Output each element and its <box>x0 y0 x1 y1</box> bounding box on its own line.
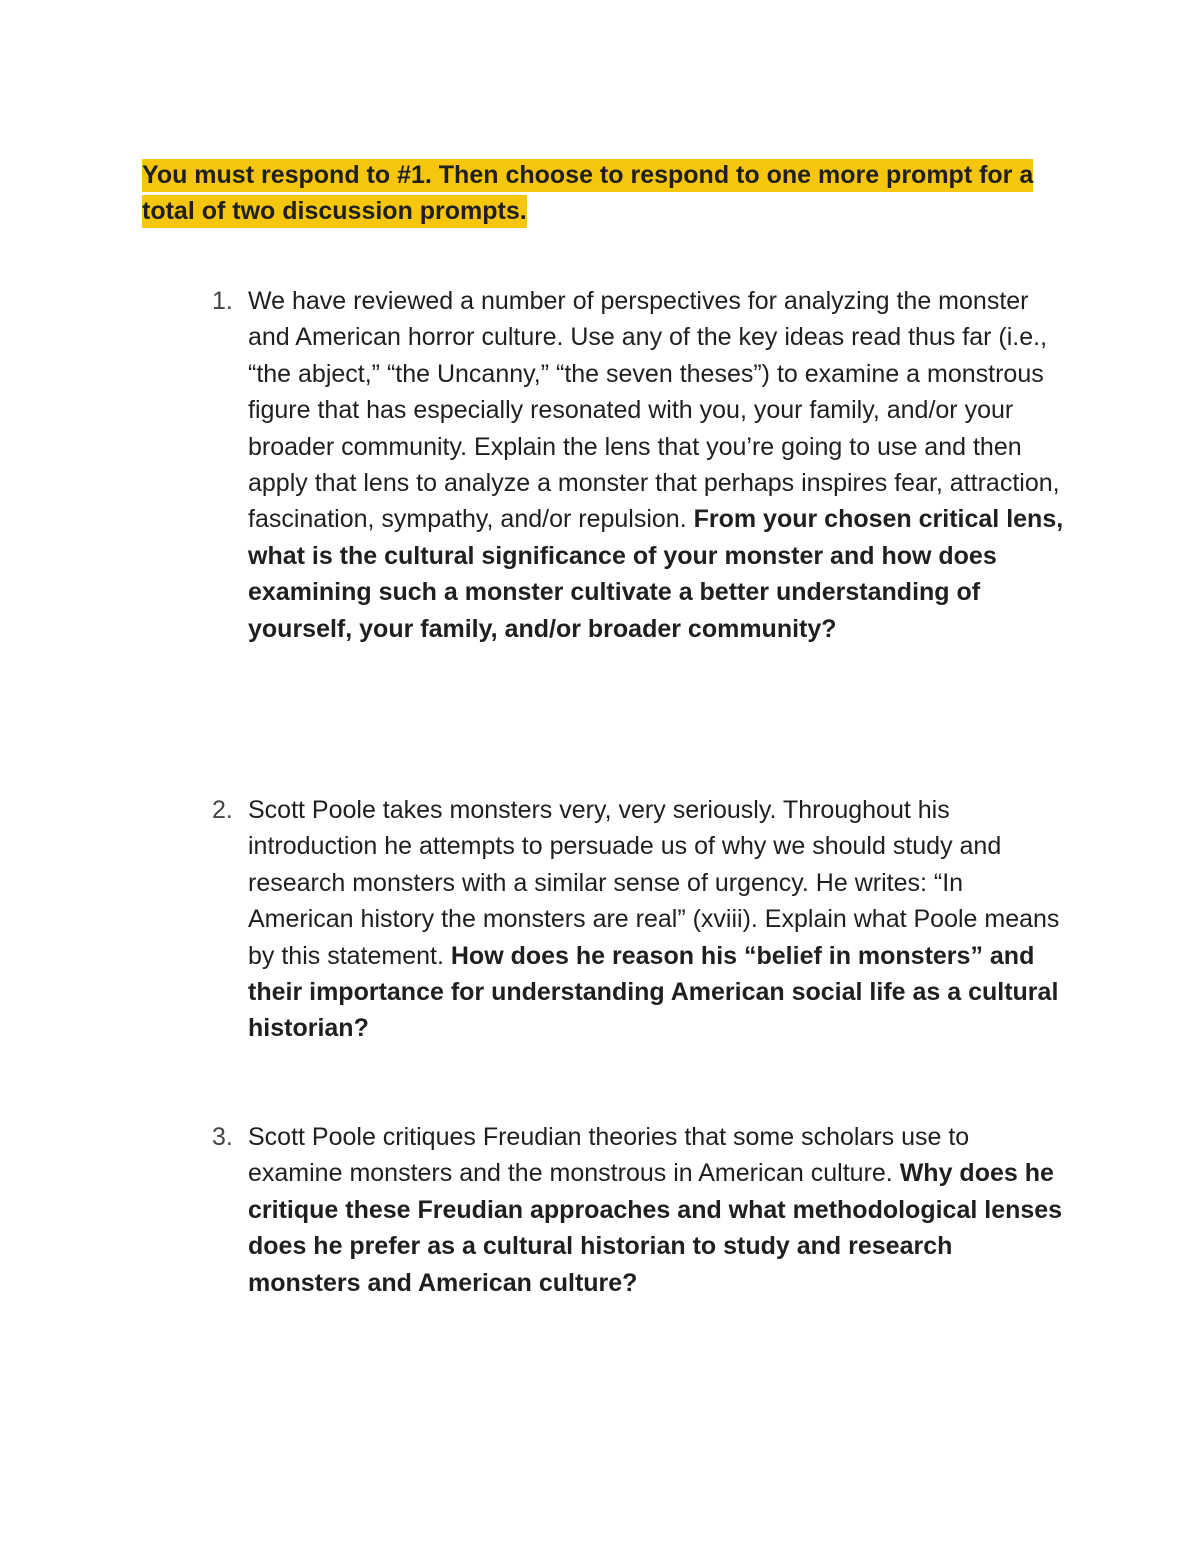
prompt-question: From your chosen critical lens, what is the cultural significance of your monster and how does examining such a monster cultivate a better understanding of yourself, your family, and/or broader community? <box>248 505 1064 643</box>
prompt-text: We have reviewed a number of perspectives for analyzing the monster and American horror culture. Use any of the key ideas read thus far (i.e., “the abject,” “the Uncanny,” “the seven theses”) to examine a monstrous figure that has especially resonated with you, your family, and/or your broader community. Explain the lens that you’re going to use and then apply that lens to analyze a monster that perhaps inspires fear, attraction, fascination, sympathy, and/or repulsion. <box>248 287 1060 534</box>
prompt-text: Scott Poole critiques Freudian theories that some scholars use to examine monsters and the monstrous in American culture. <box>248 1123 970 1188</box>
prompt-item-3 <box>212 1119 1068 1301</box>
prompt-number: 3. <box>212 1123 233 1151</box>
prompt-question: How does he reason his “belief in monsters” and their importance for understanding American social life as a cultural historian? <box>248 941 1059 1043</box>
instructions-highlight: You must respond to #1. Then choose to respond to one more prompt for a total of two discussion prompts. <box>142 159 1033 228</box>
prompt-number: 2. <box>212 796 233 824</box>
prompt-number: 1. <box>212 287 233 315</box>
prompt-item-1 <box>212 283 1068 647</box>
instructions-heading <box>142 157 1072 229</box>
prompt-item-2 <box>212 792 1068 1047</box>
prompt-question: Why does he critique these Freudian approaches and what methodological lenses does he prefer as a cultural historian to study and research monsters and American culture? <box>248 1159 1063 1297</box>
prompt-text: Scott Poole takes monsters very, very seriously. Throughout his introduction he attempts to persuade us of why we should study and research monsters with a similar sense of urgency. He writes: “In American history the monsters are real” (xviii). Explain what Poole means by this statement. <box>248 796 1060 970</box>
